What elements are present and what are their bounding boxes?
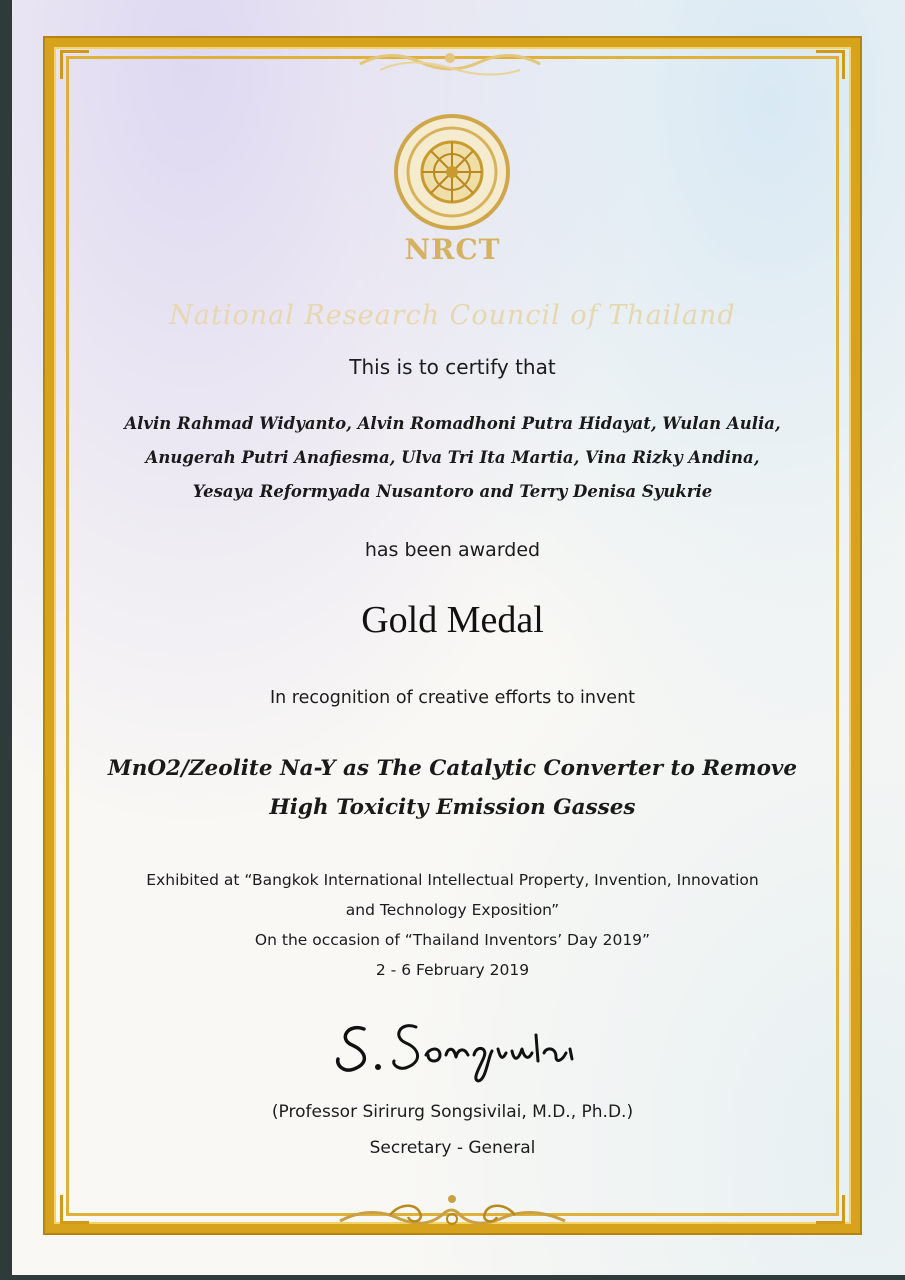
- nrct-seal-emblem: [392, 112, 512, 232]
- invention-title-line: MnO2/Zeolite Na-Y as The Catalytic Converter to Remove: [107, 756, 798, 781]
- exhibition-line: On the occasion of “Thailand Inventors’ Day 2019”: [254, 931, 651, 949]
- exhibition-line: and Technology Exposition”: [345, 901, 560, 919]
- signer-position: Secretary - General: [369, 1138, 536, 1158]
- recipients-line: Anugerah Putri Anafiesma, Ulva Tri Ita Martia, Vina Rizky Andina,: [145, 448, 760, 467]
- corner-ornament: [816, 50, 845, 79]
- recognition-text: In recognition of creative efforts to invent: [269, 688, 636, 708]
- top-flourish-ornament: [350, 44, 550, 80]
- handwritten-signature: [330, 1005, 590, 1083]
- exhibition-date: 2 - 6 February 2019: [375, 961, 530, 979]
- awarded-text: has been awarded: [364, 539, 541, 561]
- organization-name: National Research Council of Thailand: [169, 300, 736, 331]
- exhibition-line: Exhibited at “Bangkok International Intellectual Property, Invention, Innovation: [146, 871, 759, 889]
- corner-ornament: [60, 50, 89, 79]
- bottom-flourish-ornament: [330, 1185, 575, 1235]
- recipients-line: Alvin Rahmad Widyanto, Alvin Romadhoni Putra Hidayat, Wulan Aulia,: [124, 414, 781, 433]
- organization-abbreviation: NRCT: [404, 233, 501, 266]
- corner-ornament: [60, 1195, 89, 1224]
- invention-title-line: High Toxicity Emission Gasses: [269, 795, 636, 820]
- certify-intro: This is to certify that: [349, 355, 556, 379]
- award-title: Gold Medal: [361, 599, 544, 641]
- corner-ornament: [816, 1195, 845, 1224]
- signer-name: (Professor Sirirurg Songsivilai, M.D., Ph.D.): [271, 1102, 634, 1122]
- recipients-line: Yesaya Reformyada Nusantoro and Terry Denisa Syukrie: [192, 482, 713, 501]
